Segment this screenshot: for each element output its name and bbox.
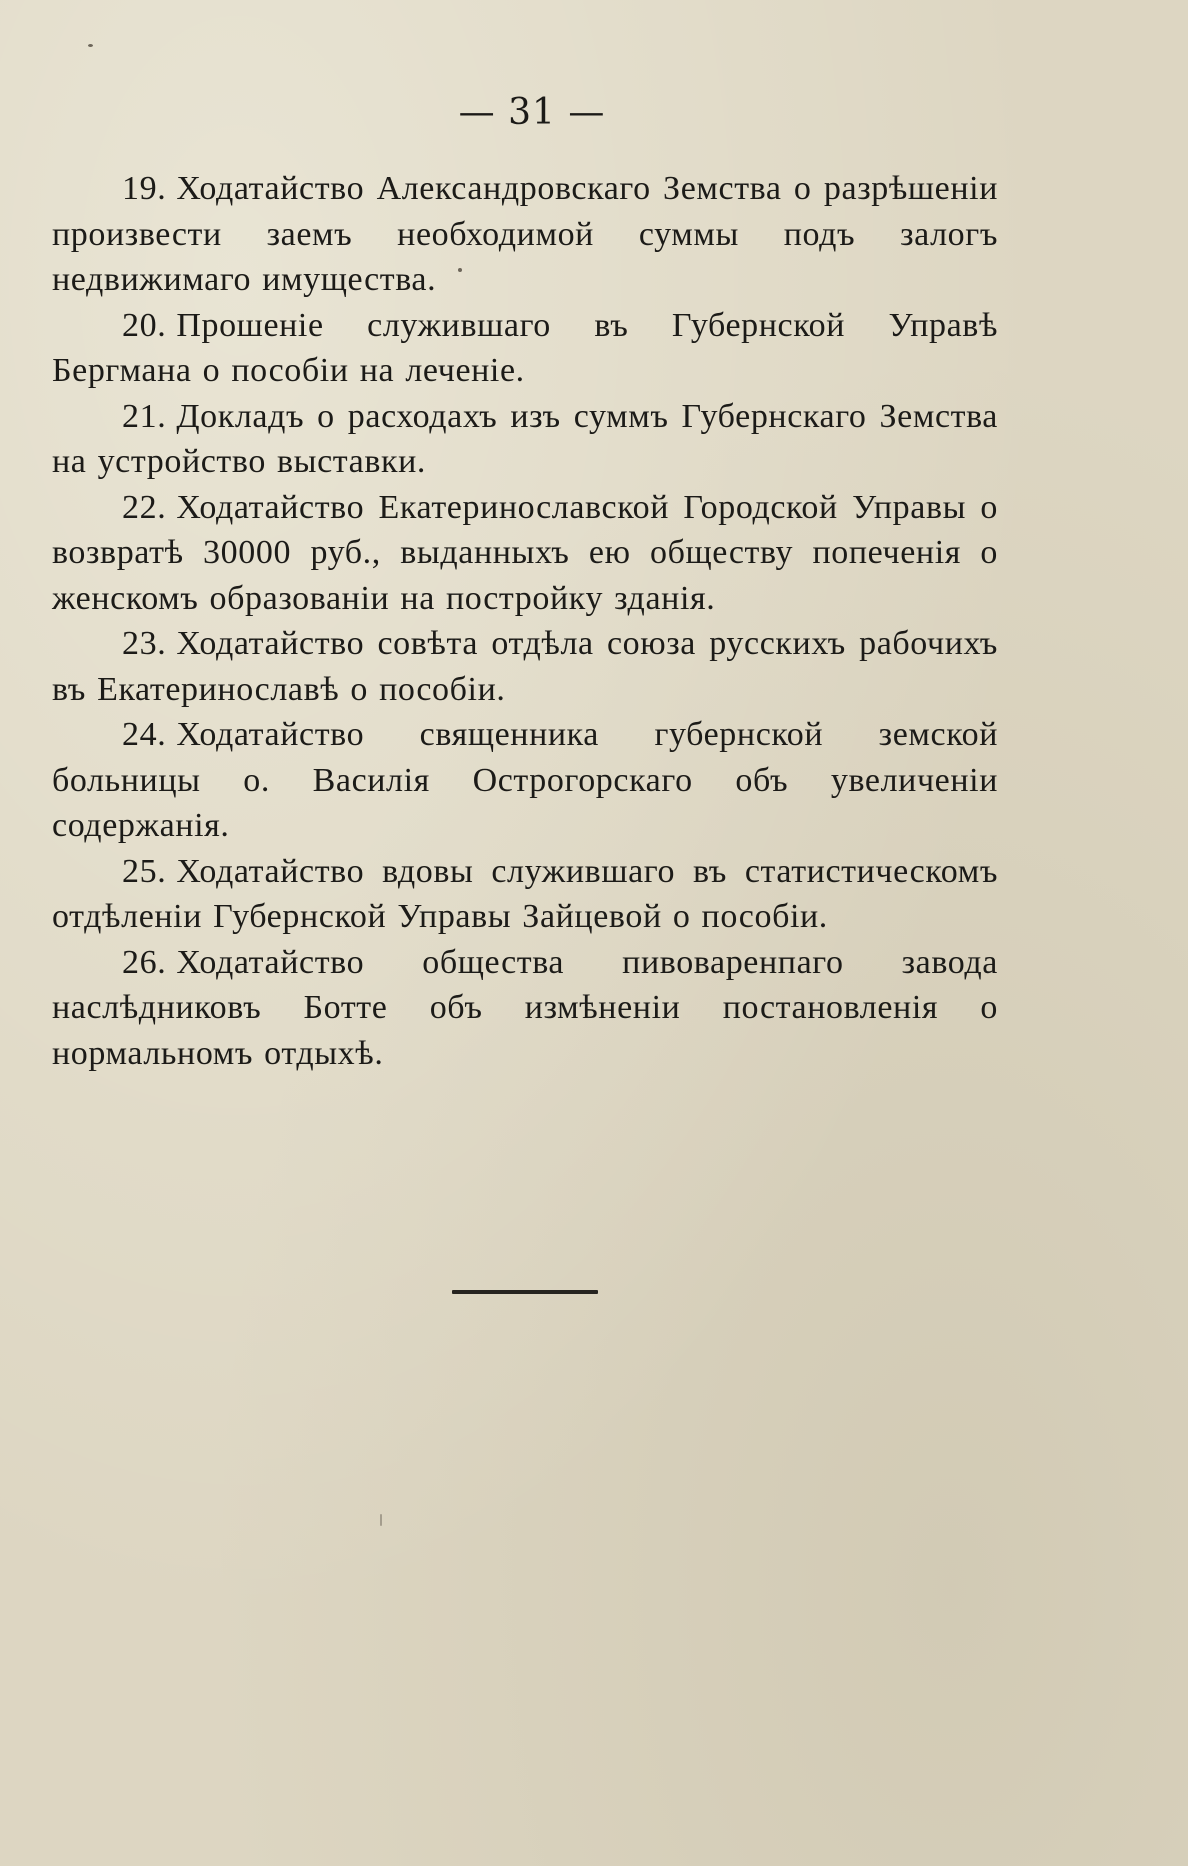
paper-speck (380, 1514, 382, 1526)
item-text: Ходатайство Екатеринославской Городской Управы о возвратѣ 30000 руб., выданныхъ ею обществу попеченія о женскомъ образованіи на постройку зданія. (52, 488, 998, 617)
agenda-item (52, 940, 998, 1077)
item-text: Ходатайство совѣта отдѣла союза русскихъ рабочихъ въ Екатеринославѣ о пособіи. (52, 625, 998, 708)
item-text: Ходатайство общества пивоваренпаго завода наслѣдниковъ Ботте объ измѣненіи постановленія о нормальномъ отдыхѣ. (52, 943, 998, 1072)
agenda-item (52, 485, 998, 622)
agenda-item (52, 621, 998, 712)
agenda-list (52, 166, 998, 1076)
page-number: — 31 — (458, 92, 606, 133)
item-text: Ходатайство вдовы служившаго въ статистическомъ отдѣленіи Губернской Управы Зайцевой о пособіи. (52, 852, 998, 935)
agenda-item (52, 394, 998, 485)
paper-speck (458, 268, 462, 272)
item-number: 22. (122, 488, 167, 526)
item-text: Ходатайство священника губернской земской больницы о. Василія Острогорскаго объ увеличеніи содержанія. (52, 716, 998, 844)
end-rule (452, 1290, 598, 1294)
item-text: Ходатайство Александровскаго Земства о разрѣшеніи произвести заемъ необходимой суммы подъ залогъ недвижимаго имущества. (52, 170, 998, 298)
agenda-item (52, 712, 998, 849)
item-number: 24. (122, 716, 167, 753)
item-number: 21. (122, 397, 167, 435)
agenda-item (52, 166, 998, 303)
item-number: 19. (122, 170, 167, 207)
item-number: 26. (122, 943, 167, 981)
agenda-item (52, 849, 998, 940)
agenda-item (52, 303, 998, 394)
item-number: 23. (122, 625, 167, 662)
item-text: Прошеніе служившаго въ Губернской Управѣ Бергмана о пособіи на леченіе. (52, 306, 998, 389)
paper-speck (88, 44, 93, 47)
item-number: 25. (122, 852, 167, 890)
item-number: 20. (122, 306, 167, 344)
item-text: Докладъ о расходахъ изъ суммъ Губернскаго Земства на устройство выставки. (52, 397, 998, 480)
